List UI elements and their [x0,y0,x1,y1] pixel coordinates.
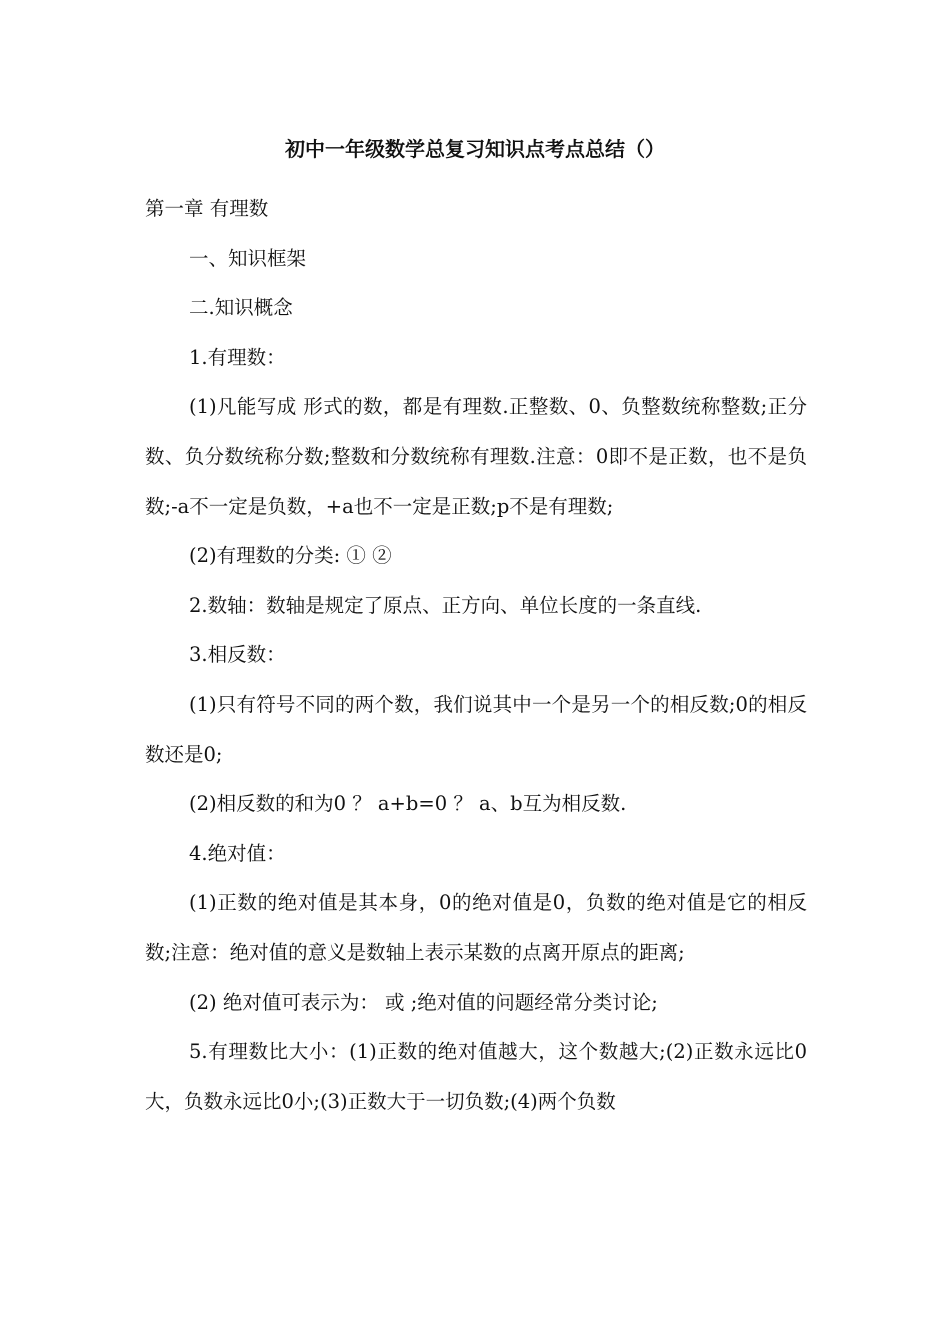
paragraph-opposite-definition: (1)只有符号不同的两个数，我们说其中一个是另一个的相反数;0的相反数还是0; [145,692,807,766]
section-heading-concepts: 二.知识概念 [189,296,293,320]
document-title: 初中一年级数学总复习知识点考点总结（） [285,137,665,161]
document-body [145,184,807,1126]
paragraph-number-line: 2.数轴：数轴是规定了原点、正方向、单位长度的一条直线. [189,593,702,617]
chapter-heading: 第一章 有理数 [145,197,269,220]
paragraph-absolute-expression: (2) 绝对值可表示为： 或 ;绝对值的问题经常分类讨论; [189,990,658,1014]
section-heading-framework: 一、知识框架 [189,246,307,270]
item-heading-opposite-numbers: 3.相反数： [189,643,286,667]
paragraph-rational-classification: (2)有理数的分类: ① ② [189,544,392,568]
paragraph-rational-definition: (1)凡能写成 形式的数，都是有理数.正整数、0、负整数统称整数;正分数、负分数统称分数;整数和分数统称有理数.注意：0即不是正数，也不是负数;-a不一定是负数，+a也不一定是正数;p不是有理数; [145,395,807,518]
paragraph-absolute-definition: (1)正数的绝对值是其本身，0的绝对值是0，负数的绝对值是它的相反数;注意：绝对值的意义是数轴上表示某数的点离开原点的距离; [145,891,807,964]
item-heading-rational-numbers: 1.有理数： [189,345,286,369]
item-heading-absolute-value: 4.绝对值： [189,841,286,865]
paragraph-comparison: 5.有理数比大小：(1)正数的绝对值越大，这个数越大;(2)正数永远比0大，负数永远比0小;(3)正数大于一切负数;(4)两个负数 [145,1040,807,1113]
paragraph-opposite-sum: (2)相反数的和为0 ？ a+b=0 ？ a、b互为相反数. [189,792,627,816]
